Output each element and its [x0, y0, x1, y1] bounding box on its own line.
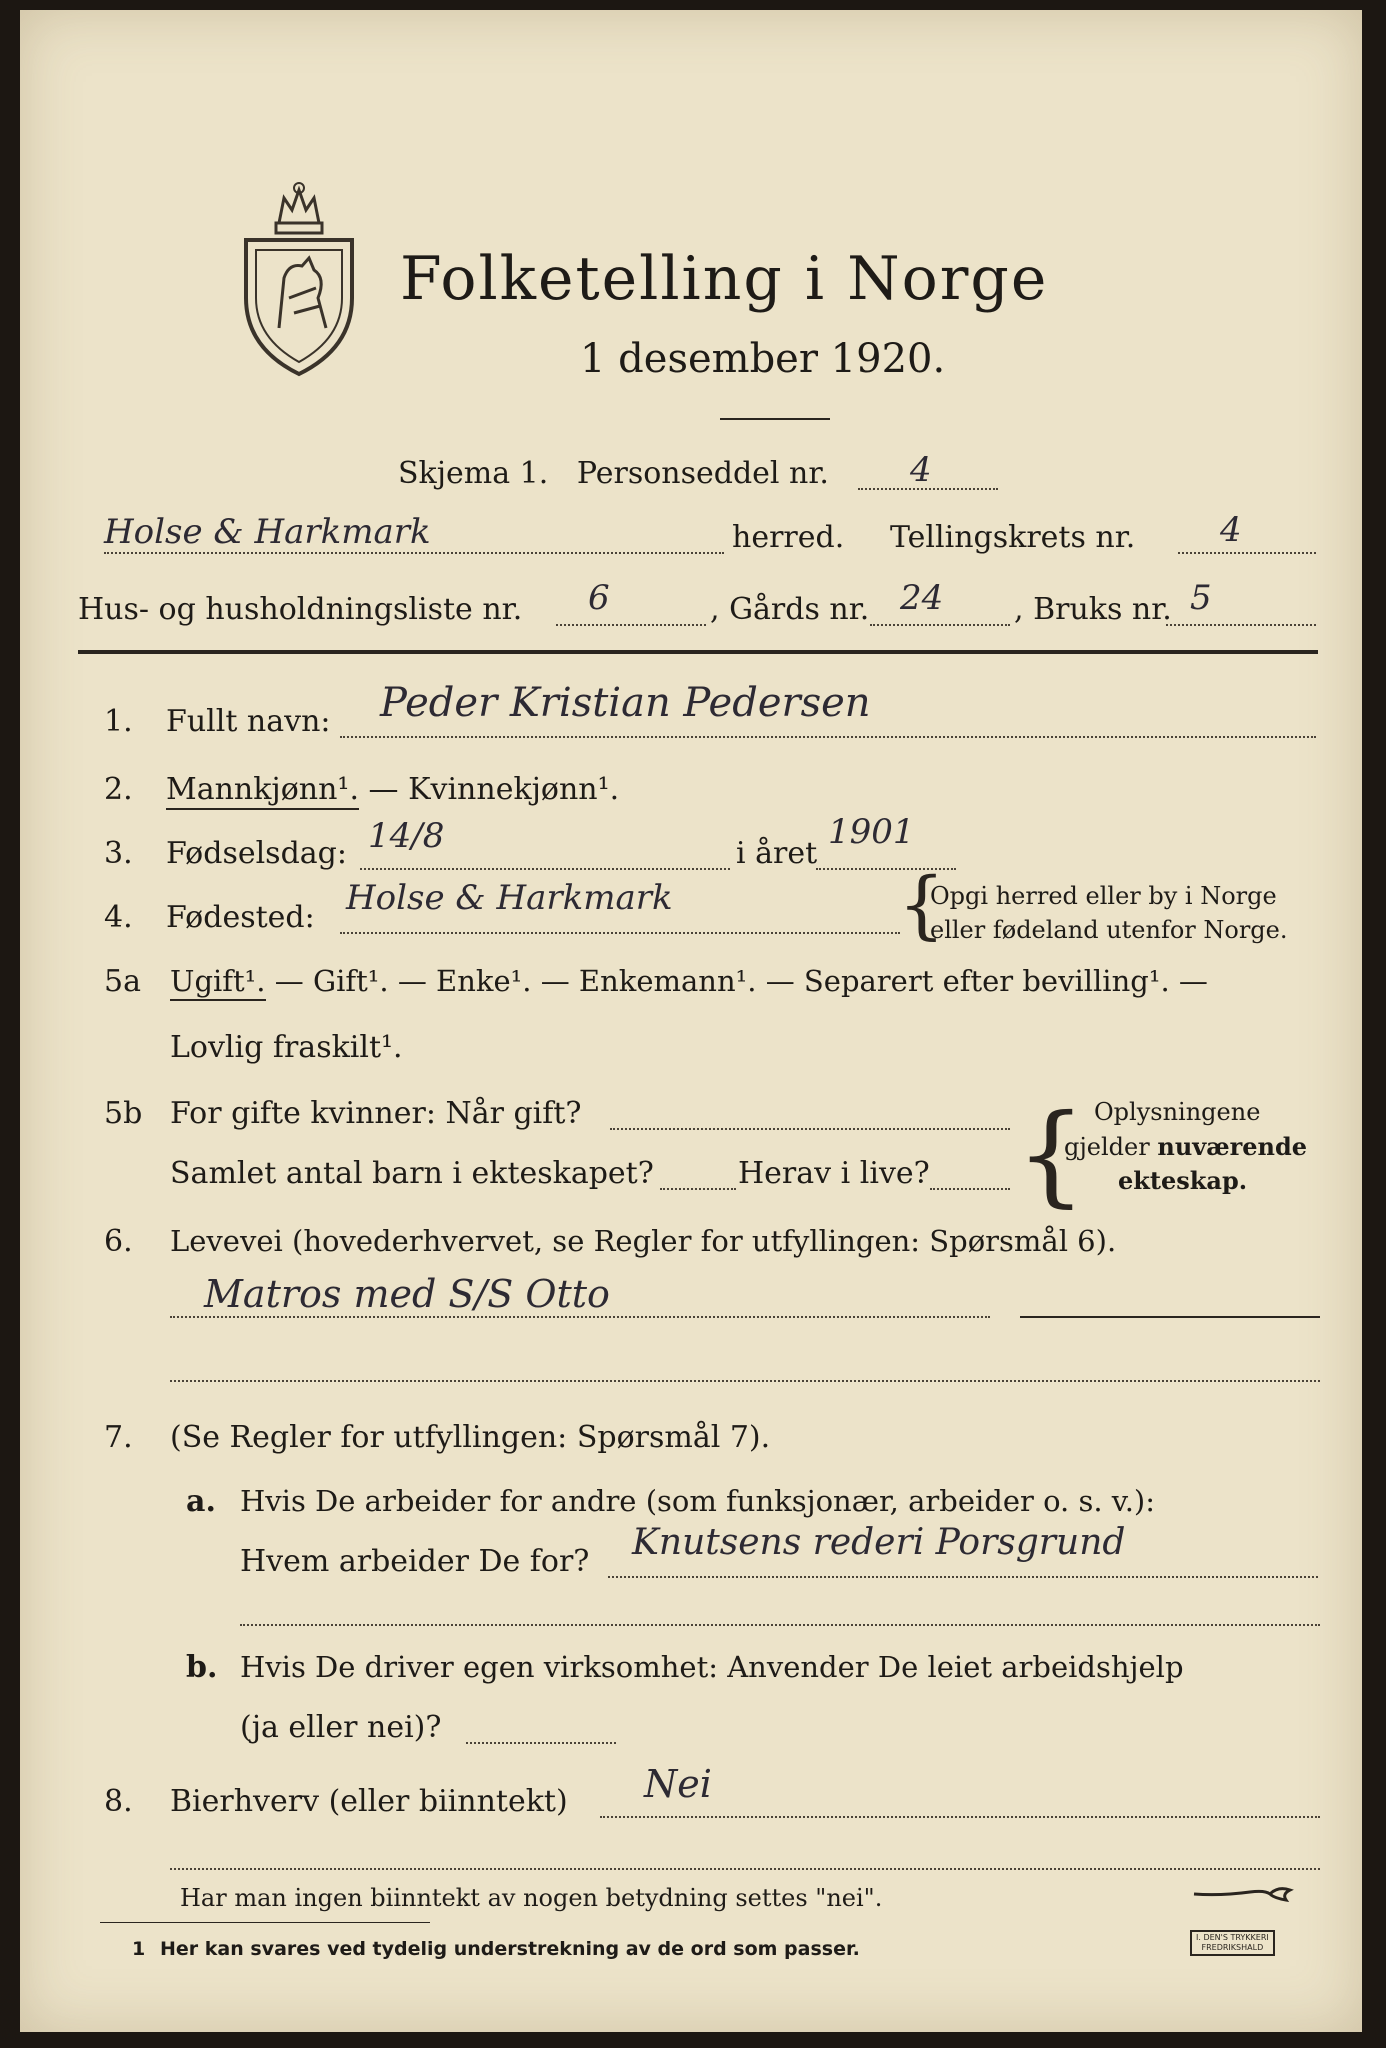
q5a-number: 5a: [104, 964, 141, 999]
ornament-icon: [1190, 1876, 1300, 1906]
hus-label: Hus- og husholdningsliste nr.: [78, 592, 523, 627]
footnote-number: 1: [132, 1938, 146, 1960]
bruks-label: , Bruks nr.: [1014, 592, 1172, 627]
footnote-divider: [100, 1922, 430, 1923]
q5b-note-gjelder: gjelder: [1064, 1133, 1150, 1161]
q7b-letter: b.: [186, 1650, 218, 1685]
q7a-letter: a.: [186, 1484, 216, 1519]
printer-stamp: [1190, 1930, 1275, 1956]
q6-number: 6.: [104, 1224, 133, 1259]
gards-value[interactable]: 24: [900, 578, 944, 618]
ugift-option[interactable]: Ugift¹.: [170, 964, 266, 1001]
schema-label: [398, 456, 829, 491]
personseddel-label: Personseddel nr.: [576, 456, 829, 491]
q1-label: Fullt navn:: [166, 704, 331, 739]
male-option[interactable]: Mannkjønn¹.: [166, 772, 359, 810]
side-income-line2[interactable]: [170, 1868, 1320, 1870]
q4-brace: {: [898, 862, 946, 948]
q5b-note-line2: [1064, 1132, 1307, 1161]
year-label: i året: [736, 836, 818, 871]
q4-number: 4.: [104, 900, 133, 935]
q5b-note-nuvaerende: nuværende: [1157, 1132, 1308, 1161]
q7-label: (Se Regler for utfyllingen: Spørsmål 7).: [170, 1420, 771, 1455]
q5b-children-label: Samlet antal barn i ekteskapet?: [170, 1156, 654, 1191]
q7b-answer-line[interactable]: [466, 1742, 616, 1744]
footer-note: Har man ingen biinntekt av nogen betydning settes "nei".: [180, 1884, 883, 1912]
q4-note-line2: eller fødeland utenfor Norge.: [930, 916, 1288, 944]
occupation-value[interactable]: Matros med S/S Otto: [204, 1272, 610, 1316]
q4-label: Fødested:: [166, 900, 315, 935]
employer-value[interactable]: Knutsens rederi Porsgrund: [632, 1522, 1126, 1563]
occupation-line2[interactable]: [170, 1380, 1320, 1382]
form-title: Folketelling i Norge: [400, 244, 1049, 314]
q3-number: 3.: [104, 836, 133, 871]
q6-label: Levevei (hovederhvervet, se Regler for utfyllingen: Spørsmål 6).: [170, 1224, 1117, 1258]
q7a-line2: Hvem arbeider De for?: [240, 1544, 590, 1579]
side-income-value[interactable]: Nei: [644, 1762, 712, 1806]
q7-number: 7.: [104, 1420, 133, 1455]
gender-options: [166, 772, 619, 807]
q5b-number: 5b: [104, 1096, 143, 1131]
q5b-alive-label: Herav i live?: [738, 1156, 930, 1191]
tellingskrets-label: Tellingskrets nr.: [890, 520, 1136, 555]
birthday-value[interactable]: 14/8: [368, 816, 445, 856]
q5b-brace: {: [1016, 1090, 1086, 1218]
q3-label: Fødselsdag:: [166, 836, 347, 871]
personseddel-value[interactable]: 4: [910, 450, 932, 490]
census-date: 1 desember 1920.: [580, 336, 946, 382]
full-name-value[interactable]: Peder Kristian Pedersen: [380, 680, 871, 726]
printer-stamp-line1: I. DEN'S TRYKKERI: [1196, 1933, 1269, 1942]
coat-of-arms-icon: [234, 178, 364, 378]
hus-value[interactable]: 6: [588, 578, 610, 618]
title-divider: [720, 418, 830, 420]
section-divider: [78, 650, 1318, 654]
birth-year-value[interactable]: 1901: [828, 812, 915, 852]
q2-number: 2.: [104, 772, 133, 807]
q5b-note-line3: ekteskap.: [1118, 1166, 1248, 1195]
q7a-line1: Hvis De arbeider for andre (som funksjonær, arbeider o. s. v.):: [240, 1484, 1156, 1518]
q7b-line2: (ja eller nei)?: [240, 1710, 442, 1745]
q8-number: 8.: [104, 1784, 133, 1819]
q5b-married-label: For gifte kvinner: Når gift?: [170, 1096, 582, 1131]
herred-value[interactable]: Holse & Harkmark: [104, 512, 431, 552]
schema-number: Skjema 1.: [398, 456, 549, 491]
q8-label: Bierhverv (eller biinntekt): [170, 1784, 568, 1819]
gender-separator: —: [368, 772, 399, 807]
marital-options: [170, 964, 1208, 998]
gards-label: , Gårds nr.: [710, 592, 870, 627]
lovlig-fraskilt-option[interactable]: Lovlig fraskilt¹.: [170, 1030, 403, 1065]
q5b-note-line1: Oplysningene: [1094, 1098, 1261, 1126]
birthplace-value[interactable]: Holse & Harkmark: [346, 878, 673, 918]
tellingskrets-value[interactable]: 4: [1220, 510, 1242, 550]
female-option[interactable]: Kvinnekjønn¹.: [408, 772, 620, 807]
employer-line2[interactable]: [240, 1624, 1320, 1626]
footnote-text: Her kan svares ved tydelig understrekning av de ord som passer.: [160, 1938, 860, 1960]
bruks-value[interactable]: 5: [1190, 578, 1212, 618]
census-form: [20, 10, 1362, 2032]
q1-number: 1.: [104, 704, 133, 739]
marital-other-options[interactable]: — Gift¹. — Enke¹. — Enkemann¹. — Separert efter bevilling¹. —: [274, 964, 1208, 998]
herred-label: herred.: [732, 520, 845, 555]
q4-note-line1: Opgi herred eller by i Norge: [930, 882, 1277, 910]
printer-stamp-line2: FREDRIKSHALD: [1201, 1943, 1264, 1952]
q7b-line1: Hvis De driver egen virksomhet: Anvender De leiet arbeidshjelp: [240, 1650, 1184, 1684]
